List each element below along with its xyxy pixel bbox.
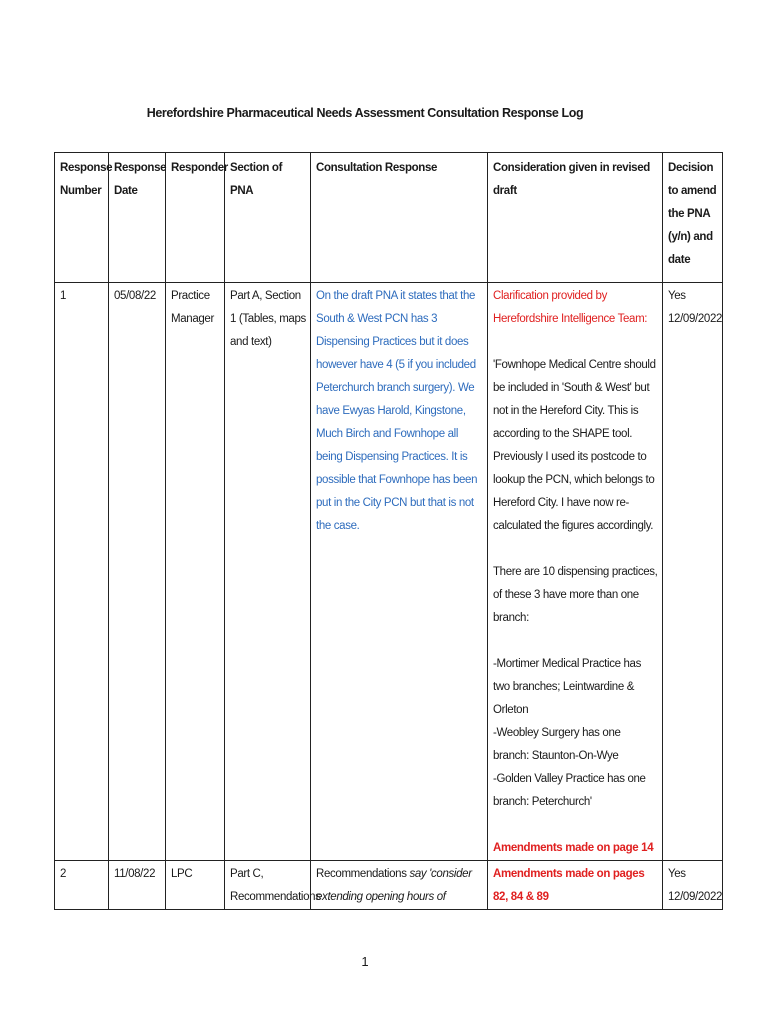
cell-decision: Yes 12/09/2022 (663, 283, 723, 861)
cell-consultation-response (311, 861, 488, 910)
header-consideration: Consideration given in revised draft (488, 153, 663, 283)
header-response-date: Response Date (109, 153, 166, 283)
branch-item: -Weobley Surgery has one branch: Staunton-On-Wye (493, 727, 621, 762)
cell-responder: LPC (166, 861, 225, 910)
cell-response-number: 2 (55, 861, 109, 910)
consideration-dispensing: There are 10 dispensing practices, of these 3 have more than one branch: (493, 566, 658, 624)
table-row (55, 283, 723, 861)
page-number: 1 (361, 954, 369, 969)
branch-item: -Golden Valley Practice has one branch: Peterchurch' (493, 773, 646, 808)
cell-consideration (488, 283, 663, 861)
cell-response-date: 11/08/22 (109, 861, 166, 910)
table-row (55, 861, 723, 910)
header-consultation-response: Consultation Response (311, 153, 488, 283)
table-header-row (55, 153, 723, 283)
cell-consultation-response: On the draft PNA it states that the South & West PCN has 3 Dispensing Practices but it does however have 4 (5 if you included Peterchurch branch surgery). We have Ewyas Harold, Kingstone, Much Birch and Fownhope all being Dispensing Practices. It is possible that Fownhope has been put in the City PCN but that is not the case. (311, 283, 488, 861)
consideration-intro: Clarification provided by Herefordshire Intelligence Team: (493, 290, 648, 325)
header-decision: Decision to amend the PNA (y/n) and date (663, 153, 723, 283)
cell-section: Part C, Recommendations (225, 861, 311, 910)
cell-response-date: 05/08/22 (109, 283, 166, 861)
consultation-response-prefix: Recommendations (316, 868, 410, 880)
cell-decision: Yes 12/09/2022 (663, 861, 723, 910)
consultation-response-quote: say 'consider extending opening hours of (316, 868, 472, 903)
cell-responder: Practice Manager (166, 283, 225, 861)
consideration-branches (493, 653, 658, 814)
cell-response-number: 1 (55, 283, 109, 861)
consideration-amendments: Amendments made on page 14 (493, 842, 654, 854)
response-log-table (54, 152, 723, 910)
consideration-quote: 'Fownhope Medical Centre should be included in 'South & West' but not in the Hereford City. This is according to the SHAPE tool. Previously I used its postcode to lookup the PCN, which belongs to Hereford City. I have now re-calculated the figures accordingly. (493, 359, 656, 532)
document-title: Herefordshire Pharmaceutical Needs Assessment Consultation Response Log (146, 106, 584, 120)
header-responder: Responder (166, 153, 225, 283)
cell-consideration: Amendments made on pages 82, 84 & 89 (488, 861, 663, 910)
branch-item: -Mortimer Medical Practice has two branches; Leintwardine & Orleton (493, 658, 641, 716)
header-section: Section of PNA (225, 153, 311, 283)
cell-section: Part A, Section 1 (Tables, maps and text) (225, 283, 311, 861)
header-response-number: Response Number (55, 153, 109, 283)
